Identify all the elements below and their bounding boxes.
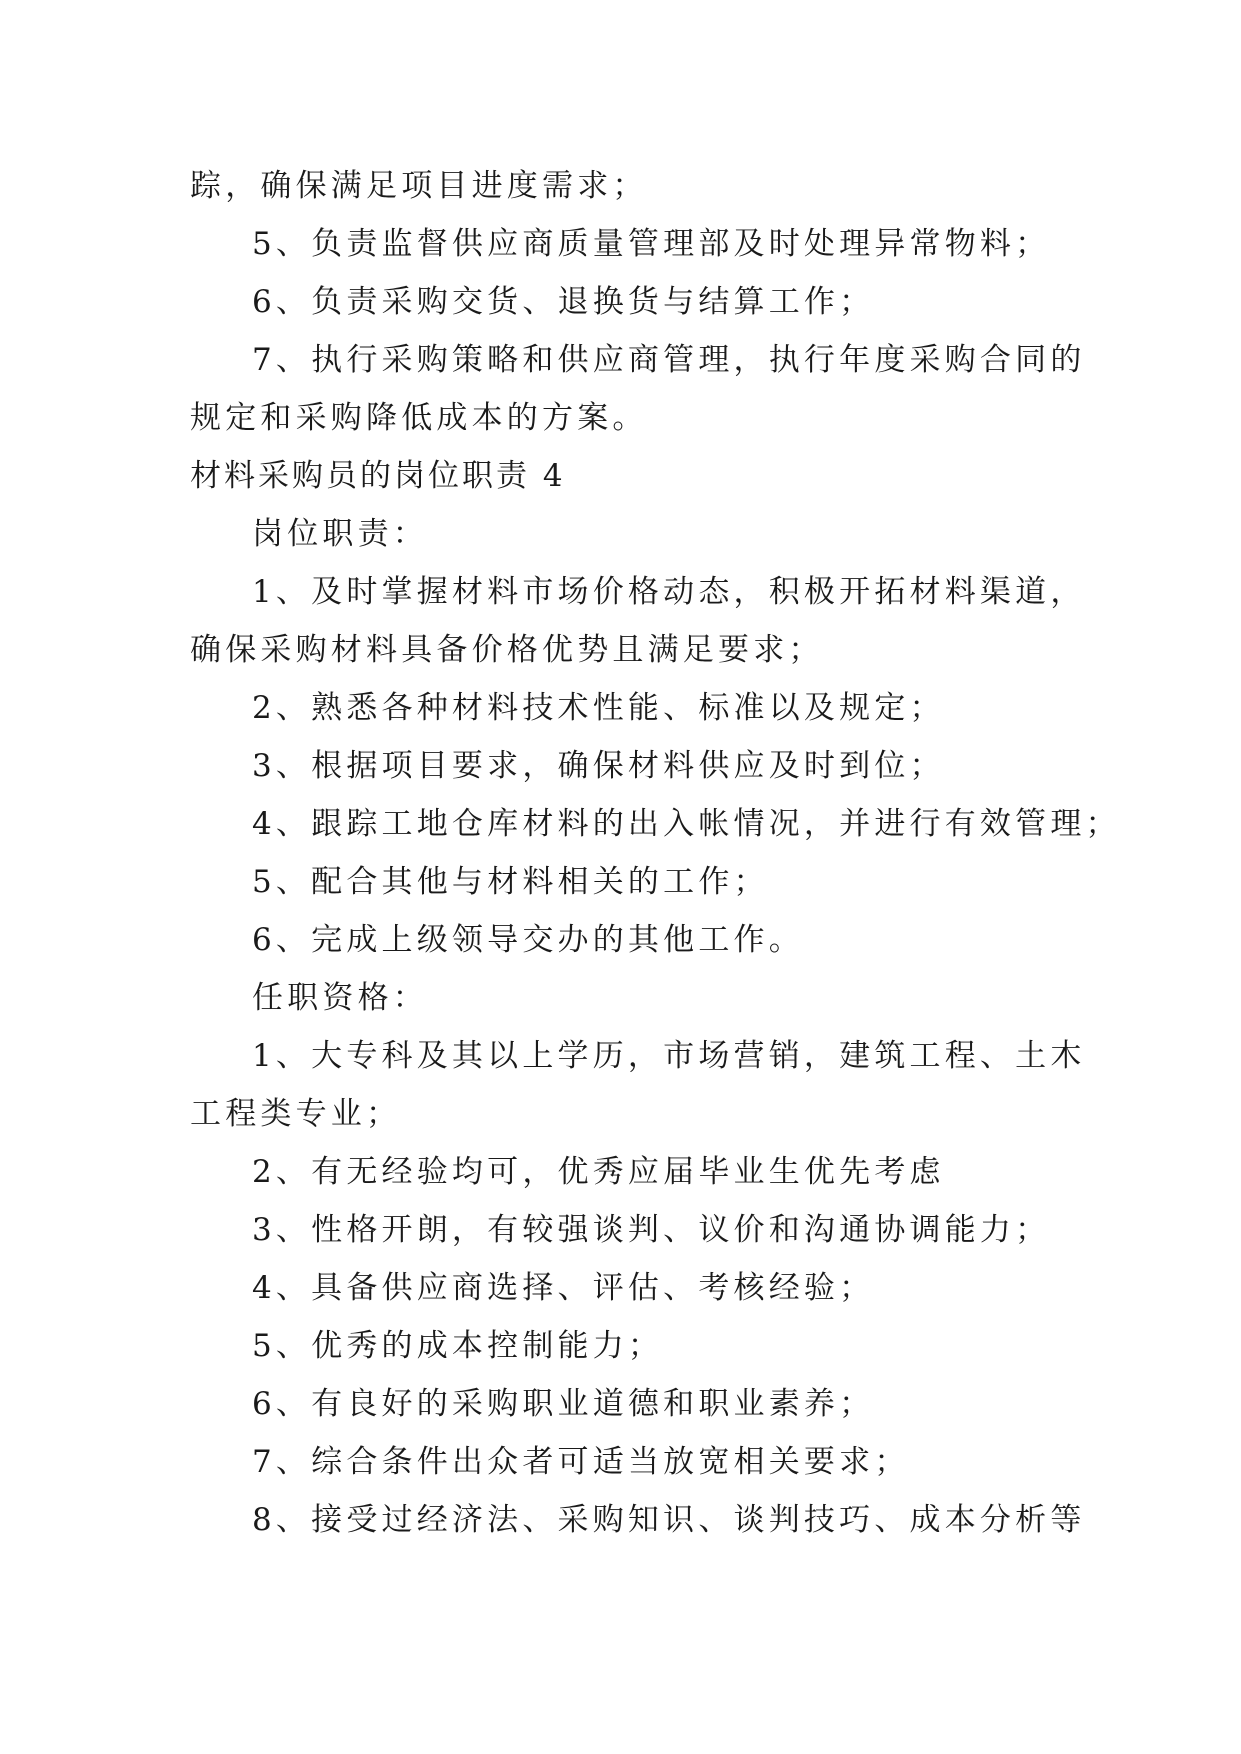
text-line: 5、负责监督供应商质量管理部及时处理异常物料； (252, 226, 1051, 262)
section-heading: 材料采购员的岗位职责 4 (190, 458, 566, 494)
text-line: 8、接受过经济法、采购知识、谈判技巧、成本分析等 (252, 1502, 1086, 1538)
subsection-heading: 岗位职责： (252, 516, 428, 552)
text-line: 4、跟踪工地仓库材料的出入帐情况，并进行有效管理； (252, 806, 1121, 842)
text-line: 规定和采购降低成本的方案。 (190, 400, 648, 436)
text-line: 工程类专业； (190, 1096, 402, 1132)
text-line: 6、有良好的采购职业道德和职业素养； (252, 1386, 875, 1422)
text-line: 2、熟悉各种材料技术性能、标准以及规定； (252, 690, 945, 726)
text-line: 5、优秀的成本控制能力； (252, 1328, 664, 1364)
text-line: 5、配合其他与材料相关的工作； (252, 864, 769, 900)
text-line: 3、根据项目要求，确保材料供应及时到位； (252, 748, 945, 784)
text-line: 2、有无经验均可，优秀应届毕业生优先考虑 (252, 1154, 945, 1190)
text-line: 1、大专科及其以上学历，市场营销，建筑工程、土木 (252, 1038, 1086, 1074)
text-line: 确保采购材料具备价格优势且满足要求； (190, 632, 824, 668)
text-line: 6、完成上级领导交办的其他工作。 (252, 922, 804, 958)
text-line: 4、具备供应商选择、评估、考核经验； (252, 1270, 875, 1306)
text-line: 3、性格开朗，有较强谈判、议价和沟通协调能力； (252, 1212, 1051, 1248)
text-line: 6、负责采购交货、退换货与结算工作； (252, 284, 875, 320)
text-line: 7、执行采购策略和供应商管理，执行年度采购合同的 (252, 342, 1086, 378)
text-line: 1、及时掌握材料市场价格动态，积极开拓材料渠道， (252, 574, 1086, 610)
text-line: 7、综合条件出众者可适当放宽相关要求； (252, 1444, 910, 1480)
text-line: 踪，确保满足项目进度需求； (190, 168, 648, 204)
subsection-heading: 任职资格： (252, 980, 428, 1016)
